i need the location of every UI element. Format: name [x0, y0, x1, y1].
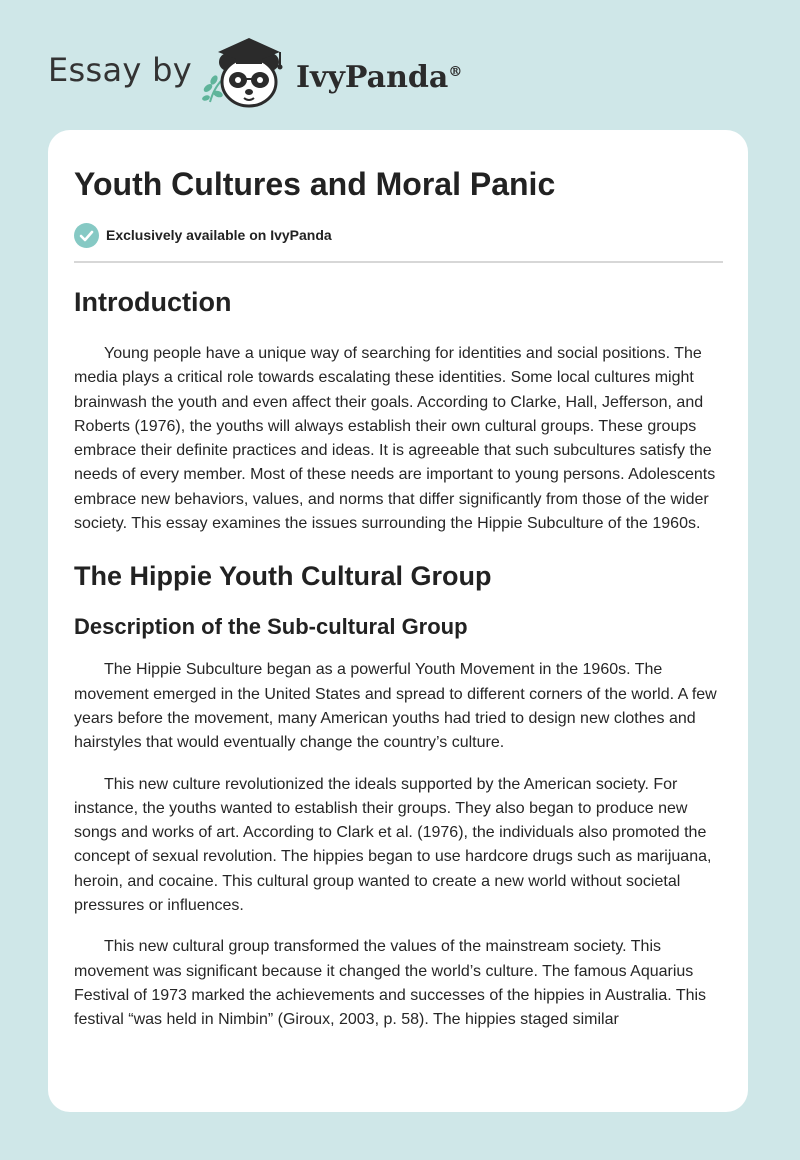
- essay-body: [74, 280, 726, 1033]
- paragraph: Young people have a unique way of searching for identities and social positions. The media plays a critical role towards escalating these identities. Some local cultures might brainwash the youth and even affect their goals. According to Clarke, Hall, Jefferson, and Roberts (1976), the youths will always establish their own cultural groups. These groups embrace their definite practices and ideas. It is agreeable that such subcultures satisfy the needs of every member. Most of these needs are important to young persons. Adolescents embrace new behaviors, values, and norms that differ significantly from those of the wider society. This essay examines the issues surrounding the Hippie Subculture of the 1960s.: [74, 345, 716, 533]
- essay-card: [48, 130, 748, 1112]
- divider: [74, 261, 723, 263]
- site-header: [0, 0, 800, 130]
- paragraph: This new culture revolutionized the ideals supported by the American society. For instance, the youths wanted to establish their groups. They also began to produce new songs and works of art. According to Clark et al. (1976), the individuals also promoted the concept of sexual revolution. The hippies began to use hardcore drugs such as marijuana, heroin, and cocaine. This cultural group wanted to create a new world without societal pressures or influences.: [74, 775, 712, 915]
- section-heading-introduction: Introduction: [74, 287, 232, 317]
- check-circle-icon: [74, 223, 99, 248]
- section-heading-hippie: The Hippie Youth Cultural Group: [74, 561, 492, 592]
- brand-prefix: Essay by: [48, 51, 192, 89]
- subsection-heading-description: Description of the Sub-cultural Group: [74, 614, 468, 640]
- exclusive-label: Exclusively available on IvyPanda: [106, 227, 332, 243]
- essay-title: Youth Cultures and Moral Panic: [74, 166, 556, 202]
- brand-name[interactable]: IvyPanda®: [296, 60, 463, 95]
- exclusive-badge: [74, 222, 332, 248]
- panda-graduate-icon[interactable]: [200, 32, 292, 112]
- paragraph: The Hippie Subculture began as a powerful Youth Movement in the 1960s. The movement emerged in the United States and spread to different corners of the world. A few years before the movement, many American youths had tried to design new clothes and hairstyles that would eventually change the country’s culture.: [74, 661, 717, 752]
- paragraph: This new cultural group transformed the values of the mainstream society. This movement was significant because it changed the world’s culture. The famous Aquarius Festival of 1973 marked the achievements and successes of the hippies in Australia. This festival “was held in Nimbin” (Giroux, 2003, p. 58). The hippies staged similar: [74, 938, 707, 1029]
- registered-mark: ®: [448, 64, 463, 80]
